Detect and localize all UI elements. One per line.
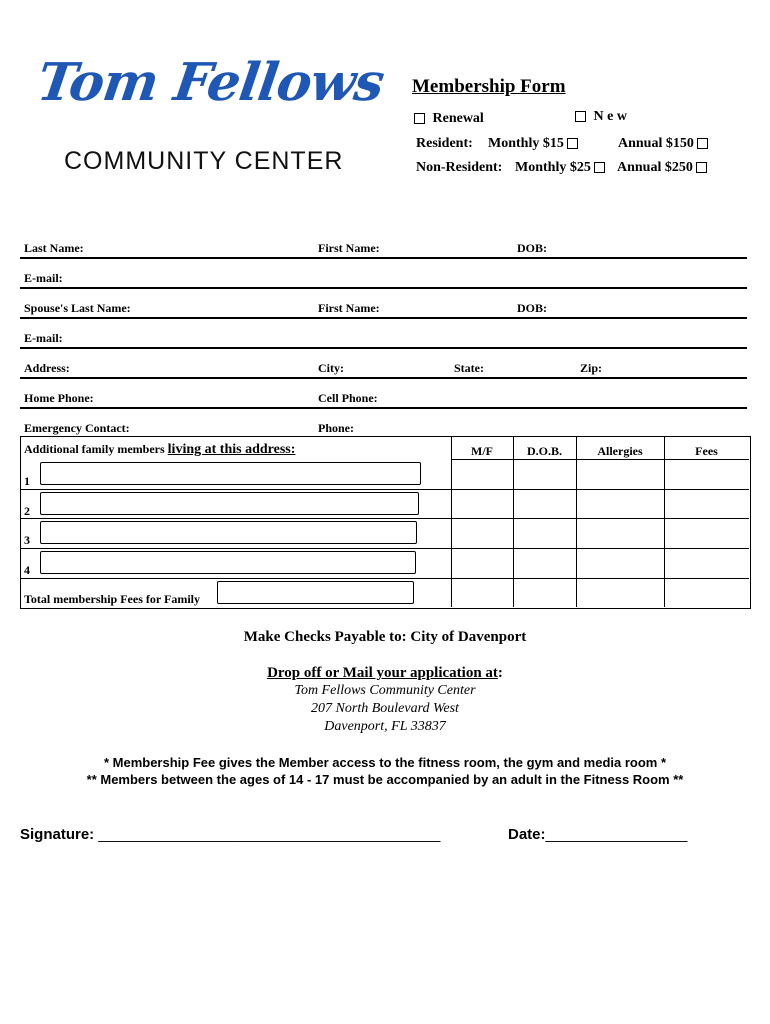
new-option [575,109,627,125]
total-fees-label: Total membership Fees for Family [24,592,200,606]
resident-label: Resident: [416,136,473,151]
resident-monthly-checkbox[interactable] [567,138,578,149]
renewal-checkbox[interactable] [414,113,425,124]
phone-line[interactable] [20,407,747,409]
nonresident-annual-label: Annual $250 [617,160,693,175]
col-header-fees: Fees [695,444,718,458]
address-label: Address: [24,361,70,375]
row-line-1 [20,489,749,490]
family-member-4-input[interactable] [40,551,416,574]
family-table-top [20,436,750,437]
last-name-label: Last Name: [24,241,84,255]
col-divider-mf [451,436,452,607]
row-line-4 [20,578,749,579]
col-divider-allergies [576,436,577,607]
family-member-3-input[interactable] [40,521,417,544]
col-divider-dob [513,436,514,607]
family-members-label: Additional family members [24,442,165,456]
row-number-2: 2 [24,504,30,518]
resident-monthly-label: Monthly $15 [488,136,564,151]
row-number-3: 3 [24,533,30,547]
form-title: Membership Form [412,76,566,97]
col-header-dob: D.O.B. [526,444,562,458]
col-divider-fees [664,436,665,607]
new-label: N e w [593,109,627,124]
state-label: State: [454,361,484,375]
last-name-line[interactable] [20,257,747,259]
nonresident-monthly-option [515,160,605,176]
home-phone-label: Home Phone: [24,391,94,405]
signature-label: Signature: [20,826,95,843]
col-header-allergies: Allergies [597,444,643,458]
address-line[interactable] [20,377,747,379]
row-line-3 [20,548,749,549]
spouse-name-line[interactable] [20,317,747,319]
renewal-option [414,111,484,127]
family-members-emph: living at this address: [167,442,296,457]
mail-line-3: Davenport, FL 33837 [324,719,446,734]
spouse-dob-label: DOB: [517,301,547,315]
dob-label: DOB: [517,241,547,255]
spouse-email-label: E-mail: [24,331,63,345]
email-line[interactable] [20,287,747,289]
spouse-first-name-label: First Name: [318,301,380,315]
emergency-contact-label: Emergency Contact: [24,421,130,435]
resident-annual-option [618,136,708,152]
nonresident-annual-option [617,160,707,176]
checks-payable-text: Make Checks Payable to: City of Davenport [243,629,527,645]
cell-phone-label: Cell Phone: [318,391,378,405]
nonresident-annual-checkbox[interactable] [696,162,707,173]
resident-annual-checkbox[interactable] [697,138,708,149]
mail-heading [0,665,770,682]
nonresident-monthly-checkbox[interactable] [594,162,605,173]
first-name-label: First Name: [318,241,380,255]
nonresident-label: Non-Resident: [416,160,503,175]
date-label: Date: [508,826,546,843]
age-note: ** Members between the ages of 14 - 17 must be accompanied by an adult in the Fitness Room ** [86,772,684,787]
date-line: _________________ [545,826,688,843]
row-number-4: 4 [24,563,30,577]
city-label: City: [318,361,344,375]
family-members-heading [24,442,295,458]
spouse-email-line[interactable] [20,347,747,349]
nonresident-monthly-label: Monthly $25 [515,160,591,175]
family-member-2-input[interactable] [40,492,419,515]
mail-heading-colon: : [497,665,503,681]
zip-label: Zip: [580,361,603,375]
mail-heading-text: Drop off or Mail your application at [267,665,498,681]
resident-annual-label: Annual $150 [618,136,694,151]
row-line-0 [451,459,749,460]
signature-line: _________________________________________ [98,826,441,843]
logo-subtitle: COMMUNITY CENTER [64,147,344,175]
spouse-last-name-label: Spouse's Last Name: [24,301,131,315]
renewal-label: Renewal [432,111,484,126]
emergency-phone-label: Phone: [318,421,354,435]
row-number-1: 1 [24,474,30,488]
col-header-mf: M/F [471,444,493,458]
total-fees-input[interactable] [217,581,414,604]
resident-monthly-option [488,136,578,152]
date-field[interactable] [508,826,687,843]
membership-note: * Membership Fee gives the Member access to the fitness room, the gym and media room * [103,755,667,770]
row-line-2 [20,518,749,519]
email-label: E-mail: [24,271,63,285]
new-checkbox[interactable] [575,111,586,122]
mail-line-1: Tom Fellows Community Center [294,683,476,698]
logo-script-text: Tom Fellows [33,52,388,113]
mail-line-2: 207 North Boulevard West [311,701,459,716]
signature-field[interactable] [20,826,440,843]
family-member-1-input[interactable] [40,462,421,485]
